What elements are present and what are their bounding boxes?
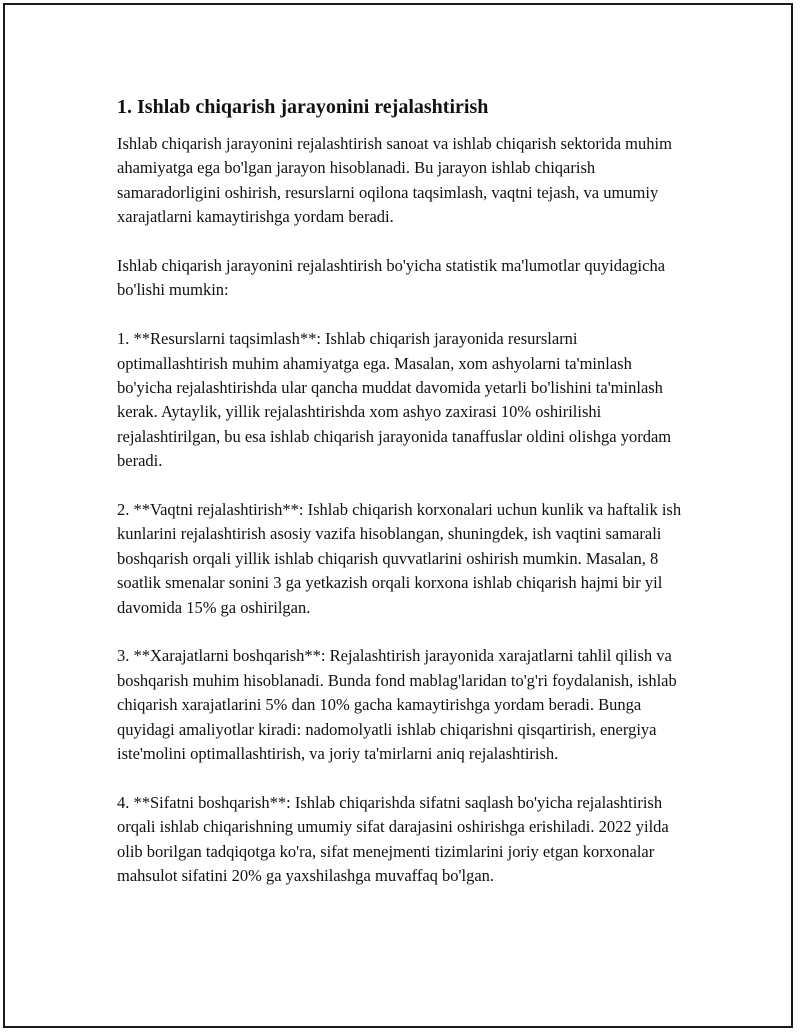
cost-management-paragraph: 3. **Xarajatlarni boshqarish**: Rejalashtirish jarayonida xarajatlarni tahlil qilish va boshqarish muhim hisoblanadi. Bunda fond mablag'laridan to'g'ri foydalanish, ishlab chiqarish xarajatlarini 5% dan 10% gacha kamaytirishga yordam beradi. Bunga quyidagi amaliyotlar kiradi: nadomolyatli ishlab chiqarishni qisqartirish, energiya iste'molini optimallashtirish, va joriy ta'mirlarni aniq rejalashtirish. [117,646,677,764]
resource-allocation-paragraph: 1. **Resurslarni taqsimlash**: Ishlab chiqarish jarayonida resurslarni optimallashtirish muhim ahamiyatga ega. Masalan, xom ashyolarni ta'minlash bo'yicha rejalashtirishda ular qancha muddat davomida yetarli bo'lishini ta'minlash kerak. Aytaylik, yillik rejalashtirishda xom ashyo zaxirasi 10% oshirilishi rejalashtirilgan, bu esa ishlab chiqarish jarayonida tanaffuslar oldini olishga yordam beradi. [117,329,672,471]
statistics-intro-paragraph: Ishlab chiqarish jarayonini rejalashtirish bo'yicha statistik ma'lumotlar quyidagicha bo'lishi mumkin: [117,256,666,300]
document-body [117,94,687,913]
quality-management-paragraph: 4. **Sifatni boshqarish**: Ishlab chiqarishda sifatni saqlash bo'yicha rejalashtirish orqali ishlab chiqarishning umumiy sifat darajasini oshirishga erishiladi. 2022 yilda olib borilgan tadqiqotga ko'ra, sifat menejmenti tizimlarini joriy etgan korxonalar mahsulot sifatini 20% ga yaxshilashga muvaffaq bo'lgan. [117,792,669,886]
time-planning-paragraph: 2. **Vaqtni rejalashtirish**: Ishlab chiqarish korxonalari uchun kunlik va haftalik ish kunlarini rejalashtirish asosiy vazifa hisoblangan, shuningdek, ish vaqtini samarali boshqarish orqali yillik ishlab chiqarish quvvatlarini oshirish mumkin. Masalan, 8 soatlik smenalar sonini 3 ga yetkazish orqali korxona ishlab chiqarish hajmi bir yil davomida 15% ga oshirilgan. [117,500,682,617]
section-title: 1. Ishlab chiqarish jarayonini rejalashtirish [117,96,489,118]
intro-paragraph: Ishlab chiqarish jarayonini rejalashtirish sanoat va ishlab chiqarish sektorida muhim ahamiyatga ega bo'lgan jarayon hisoblanadi. Bu jarayon ishlab chiqarish samaradorligini oshirish, resurslarni oqilona taqsimlash, vaqtni tejash, va umumiy xarajatlarni kamaytirishga yordam beradi. [117,134,672,227]
